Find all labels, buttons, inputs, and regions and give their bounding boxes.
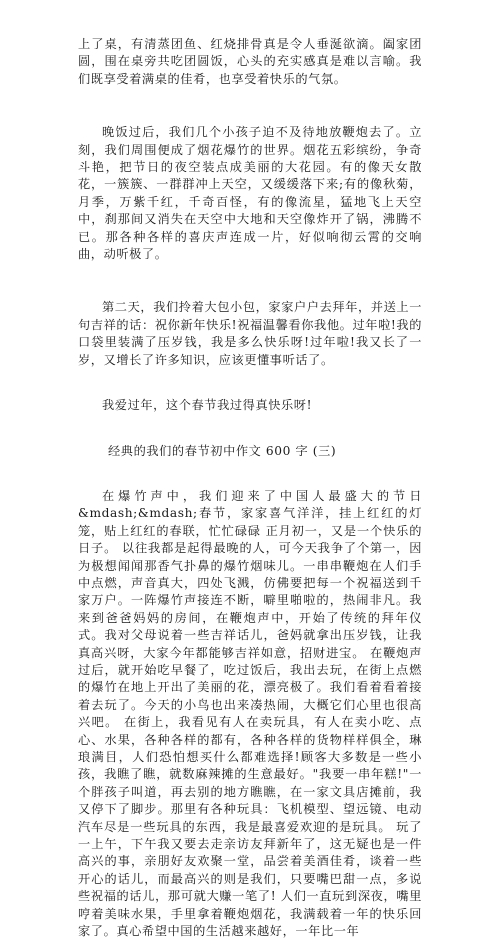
section-heading: 经典的我们的春节初中作文 600 字 (三) bbox=[108, 443, 337, 458]
paragraph-3: 第二天，我们拎着大包小包，家家户户去拜年，并送上一句吉祥的话：祝你新年快乐!祝福温馨看你我他。过年啦!我的口袋里装满了压岁钱，我是多么快乐呀!过年啦!我又长了一岁，又增长了许多知识，应该更懂事听话了。 bbox=[78, 300, 422, 367]
paragraph-4: 我爱过年，这个春节我过得真快乐呀! bbox=[102, 398, 313, 413]
paragraph-1: 上了桌，有清蒸团鱼、红烧排骨真是令人垂涎欲滴。阖家团圆，围在桌旁共吃团圆饭，心头的充实感真是难以言喻。我们既享受着满桌的佳肴，也享受着快乐的气氛。 bbox=[78, 37, 422, 86]
paragraph-2: 晚饭过后，我们几个小孩子迫不及待地放鞭炮去了。立刻，我们周围便成了烟花爆竹的世界。烟花五彩缤纷，争奇斗艳，把节日的夜空装点成美丽的大花园。有的像天女散花，一簇簇、一群群冲上天空，又缓缓落下来;有的像秋菊，月季，万紫千红，千奇百怪，有的像流星，猛地飞上天空中，刹那间又消失在天空中大地和天空像炸开了锅，沸腾不已。那各种各样的喜庆声连成一片，好似响彻云霄的交响曲，动听极了。 bbox=[78, 125, 422, 262]
paragraph-5: 在爆竹声中，我们迎来了中国人最盛大的节日&mdash;&mdash;春节，家家喜气洋洋，挂上红红的灯笼，贴上红红的春联，忙忙碌碌 正月初一，又是一个快乐的日子。 以往我都是起得最晚的人，可今天我争了个第一，因为极想闻闻那香气扑鼻的爆竹烟味儿。一串串鞭炮在人们手中点燃，声音真大，四处飞溅，仿佛要把每一个祝福送到千家万户。一阵爆竹声接连不断，噼里啪啦的，热闹非凡。我来到爸爸妈妈的房间，在鞭炮声中，开始了传统的拜年仪式。我对父母说着一些吉祥话儿，爸妈就拿出压岁钱，让我真高兴呀，大家今年都能够吉祥如意，招财进宝。 在鞭炮声过后，就开始吃早餐了，吃过饭后，我出去玩，在街上点燃的爆竹在地上开出了美丽的花，漂亮极了。我们看着看着接着去玩了。今天的小鸟也出来凑热闹，大概它们心里也很高兴吧。 在街上，我看见有人在卖玩具，有人在卖小吃、点心、水果，各种各样的都有，各种各样的货物样样俱全，琳琅满目，人们恐怕想买什么都难选择!顾客大多数是一些小孩，我瞧了瞧，就数麻辣摊的生意最好。"我要一串年糕!"一个胖孩子叫道，再去别的地方瞧瞧，在一家文具店摊前，我又停下了脚步。那里有各种玩具：飞机模型、望远镜、电动汽车尽是一些玩具的东西，我是最喜爱欢迎的是玩具。 玩了一上午，下午我又要去走亲访友拜新年了，这无疑也是一件高兴的事，亲朋好友欢聚一堂，品尝着美酒佳肴，谈着一些开心的话儿，而最高兴的则是我们，只要嘴巴甜一点，多说些祝福的话儿，那可就大赚一笔了! 人们一直玩到深夜，嘴里哼着美味水果，手里拿着鞭炮烟花，我满载着一年的快乐回家了。真心希望中国的生活越来越好，一年比一年 bbox=[78, 488, 422, 939]
